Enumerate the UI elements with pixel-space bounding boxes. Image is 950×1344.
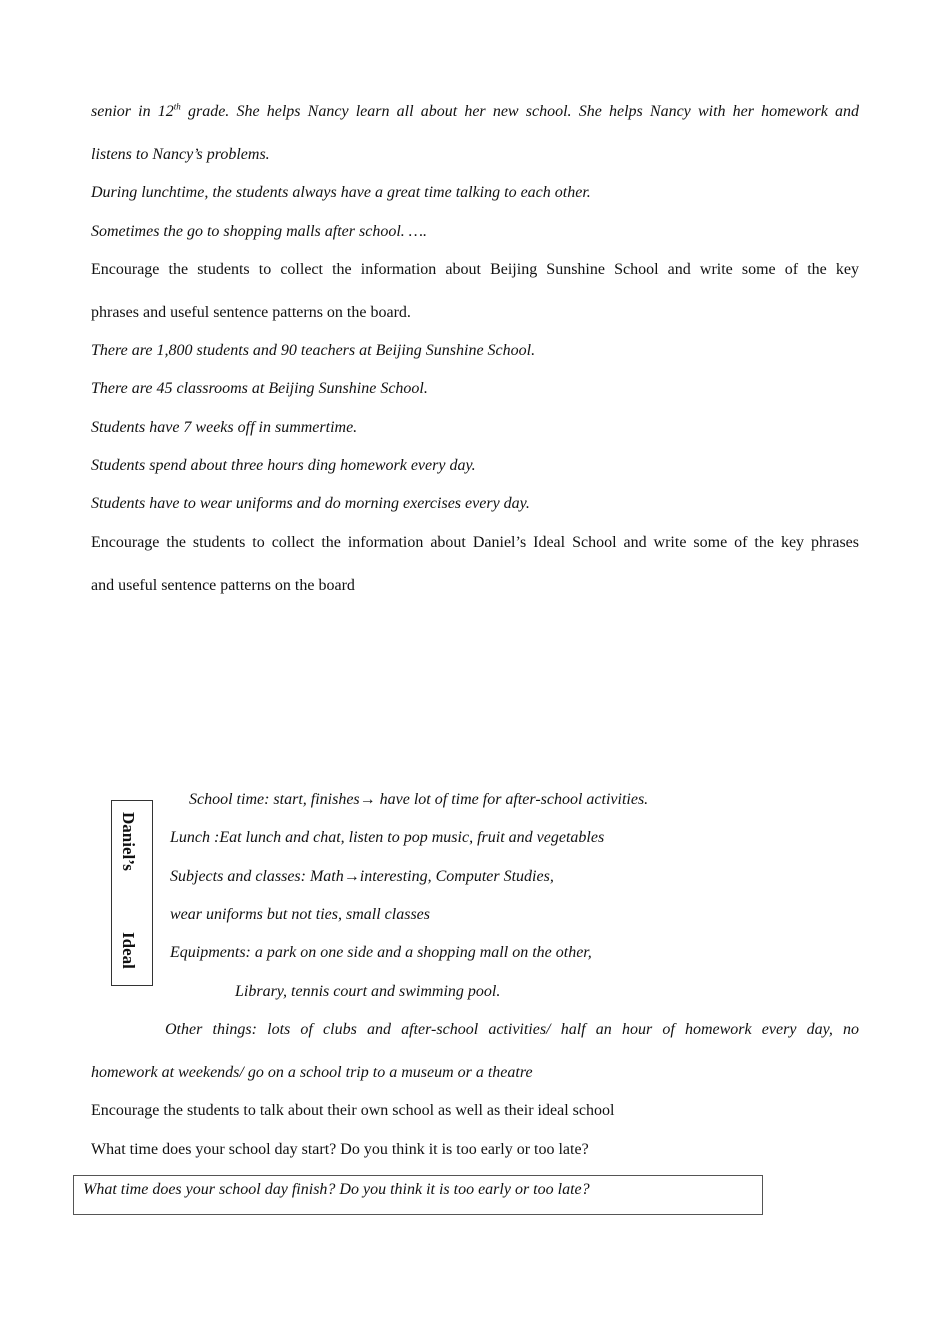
label-daniels: Daniel’s: [119, 812, 138, 871]
note-other-line1: Other things: lots of clubs and after-school activities/ half an hour of homework every day, no: [165, 1021, 859, 1038]
text-span: senior in 12: [91, 103, 174, 120]
note-shopping: Sometimes the go to shopping malls after school. ….: [91, 223, 427, 240]
para2-line1: Encourage the students to collect the information about Beijing Sunshine School and write some of the key: [91, 261, 859, 278]
label-ideal: Ideal: [119, 932, 138, 969]
note-school-time: [189, 790, 648, 810]
text-span: interesting, Computer Studies,: [359, 868, 554, 885]
fact-students-teachers: There are 1,800 students and 90 teachers at Beijing Sunshine School.: [91, 342, 536, 359]
question-finish-box: [73, 1175, 763, 1215]
note-subjects: [170, 867, 554, 887]
para4: Encourage the students to talk about their own school as well as their ideal school: [91, 1102, 615, 1119]
fact-summer: Students have 7 weeks off in summertime.: [91, 419, 358, 436]
note-lunchtime: During lunchtime, the students always have a great time talking to each other.: [91, 184, 591, 201]
arrow-icon: →: [359, 791, 376, 808]
note-equipments: Equipments: a park on one side and a shopping mall on the other,: [170, 944, 592, 961]
note-lunch: Lunch :Eat lunch and chat, listen to pop music, fruit and vegetables: [170, 829, 605, 846]
para1-line2: listens to Nancy’s problems.: [91, 146, 270, 163]
text-span: School time: start, finishes: [189, 791, 360, 808]
para3-line2: and useful sentence patterns on the board: [91, 577, 355, 594]
arrow-icon: →: [343, 868, 360, 885]
para3-line1: Encourage the students to collect the information about Daniel’s Ideal School and write some of the key phrases: [91, 534, 859, 551]
question-finish: What time does your school day finish? Do you think it is too early or too late?: [83, 1181, 590, 1198]
note-uniforms: wear uniforms but not ties, small classes: [170, 906, 431, 923]
fact-uniforms: Students have to wear uniforms and do morning exercises every day.: [91, 495, 530, 512]
text-span: grade. She helps Nancy learn all about her new school. She helps Nancy with her homework and: [180, 103, 859, 120]
para1-line1: [91, 102, 859, 122]
fact-classrooms: There are 45 classrooms at Beijing Sunshine School.: [91, 380, 428, 397]
note-library: Library, tennis court and swimming pool.: [235, 983, 501, 1000]
note-other-line2: homework at weekends/ go on a school trip to a museum or a theatre: [91, 1064, 533, 1081]
text-span: Subjects and classes: Math: [170, 868, 344, 885]
fact-homework: Students spend about three hours ding homework every day.: [91, 457, 476, 474]
para2-line2: phrases and useful sentence patterns on the board.: [91, 304, 411, 321]
text-span: have lot of time for after-school activities.: [375, 791, 649, 808]
superscript: th: [173, 101, 181, 112]
question-start: What time does your school day start? Do you think it is too early or too late?: [91, 1141, 589, 1158]
